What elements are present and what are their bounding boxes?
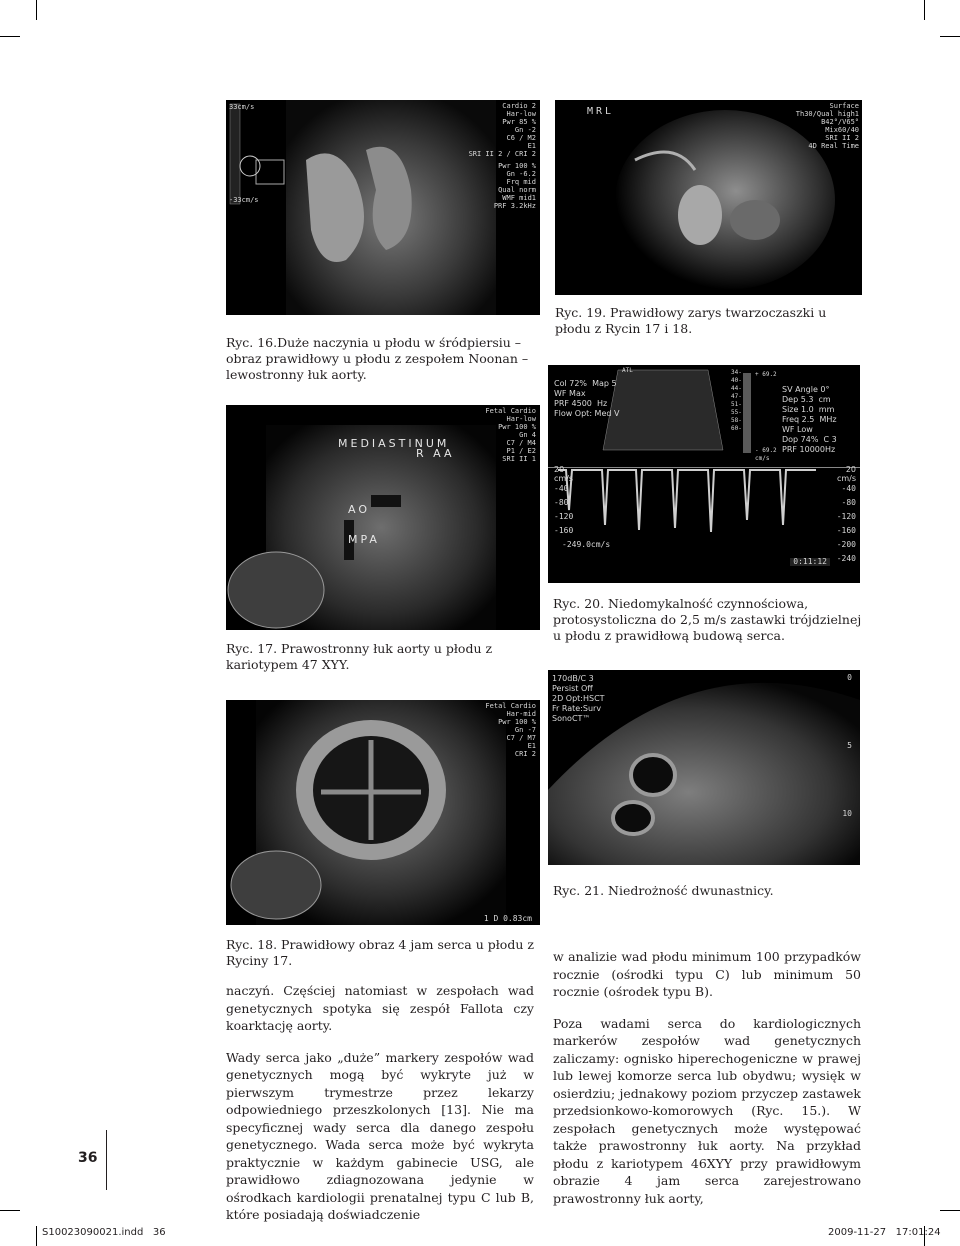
- ultrasound-image-ryc19: [555, 100, 862, 295]
- settings-overlay: Cardio 2 Har-low Pwr 85 % Gn -2 C6 / M2 E1 SRI II 2 / CRI 2: [468, 102, 536, 158]
- atl-logo: ATL: [622, 367, 633, 374]
- scale-right-top: 20 cm/s: [836, 465, 856, 483]
- scale-right-tick: -80: [841, 498, 856, 507]
- page-number-rule: [106, 1130, 107, 1190]
- scale-right-tick: -240: [836, 554, 856, 563]
- ultrasound-image-ryc16: [226, 100, 540, 315]
- scale-left-tick: -160: [554, 526, 574, 535]
- depth-label-0: 0: [847, 673, 852, 682]
- figure-caption-ryc17: Ryc. 17. Prawostronny łuk aorty u płodu z kariotypem 47 XYY.: [226, 641, 493, 672]
- body-text-right-column: [553, 948, 861, 1207]
- settings-overlay: Surface Th30/Qual high1 B42°/V65° Mix60/40 SRI II 2 4D Real Time: [795, 102, 859, 150]
- color-settings-overlay: Col 72% Map 5 WF Max PRF 4500 Hz Flow Opt: Med V: [554, 379, 620, 418]
- doppler-settings-overlay: Pwr 100 % Gn -6.2 Frq mid Qual norm WMF mid1 PRF 3.2kHz: [493, 162, 536, 210]
- color-bar-min: - 69.2: [755, 447, 777, 454]
- scale-left-tick: -120: [554, 512, 574, 521]
- min-velocity-label: -249.0cm/s: [562, 540, 611, 549]
- paragraph: Wady serca jako „duże” markery zespołów wad genetycznych mogą być wykryte już w pierwszym trymestrze przez lekarzy odpowiedniego przeszkolonych [13]. Nie ma specyficznej wady serca dla danego zespołu genetycznego. Wada serca może być wykryta praktycznie w każdym gabinecie USG, ale prawidłowo zdiagnozowana jedynie w ośrodkach kardiologii prenatalnej typu C lub B, które posiadają doświadczenie: [226, 1049, 534, 1222]
- aorta-label: AO: [348, 503, 370, 516]
- crop-mark: [940, 1210, 960, 1211]
- doppler-image-ryc20: [548, 365, 860, 583]
- depth-ticks: 34- 40- 44- 47- 51- 55- 58- 60-: [731, 369, 742, 432]
- figure-caption-ryc20: Ryc. 20. Niedomykalność czynnościowa, protosystoliczna do 2,5 m/s zastawki trójdzielnej u płodu z prawidłową budową serca.: [553, 596, 862, 643]
- depth-label-5: 5: [847, 741, 852, 750]
- body-text-left-column: [226, 982, 534, 1224]
- crop-mark: [0, 1210, 20, 1211]
- ultrasound-image-ryc17: [226, 405, 540, 630]
- ultrasound-image-ryc21: [548, 670, 860, 865]
- measurement-label: 1 D 0.83cm: [483, 914, 532, 923]
- right-aortic-arch-label: R AA: [416, 447, 455, 460]
- footer-file-name: S10023090021.indd 36: [42, 1227, 166, 1238]
- crop-mark: [36, 1226, 37, 1246]
- spectral-settings-overlay: SV Angle 0° Dep 5.3 cm Size 1.0 mm Freq 2.5 MHz WF Low Dop 74% C 3 PRF 10000Hz: [782, 385, 837, 454]
- scale-right-tick: -160: [836, 526, 856, 535]
- scale-right-tick: -200: [836, 540, 856, 549]
- paragraph: Poza wadami serca do kardiologicznych markerów zespołów wad genetycznych zaliczamy: ognisko hiperechogeniczne w prawej lub lewej komorze serca lub obydwu; wysięk w osierdziu; jednakowy poziom przyczep zastawek przedsionkowo-komorowych (Ryc. 15.). W zespołach genetycznych może występować także prawostronny łuk aorty. Na przykład płodu z kariotypem 46XYY przy prawidłowym obrazie 4 jam serca zarejestrowano prawostronny łuk aorty,: [553, 1015, 861, 1206]
- render-mode-label: MRL: [587, 106, 615, 117]
- color-bar-unit: cm/s: [755, 455, 770, 462]
- footer-timestamp: 2009-11-27 17:01:24: [828, 1227, 941, 1238]
- scale-right-tick: -120: [836, 512, 856, 521]
- mediastinum-label: MEDIASTINUM: [338, 437, 450, 450]
- crop-mark: [940, 36, 960, 37]
- depth-label-10: 10: [842, 809, 852, 818]
- settings-overlay: 170dB/C 3 Persist Off 2D Opt:HSCT Fr Rate:Surv SonoCT™: [552, 674, 605, 723]
- velocity-max-label: 33cm/s: [229, 103, 255, 111]
- scale-left-top: 20 cm/s: [554, 465, 574, 483]
- figure-caption-ryc21: Ryc. 21. Niedrożność dwunastnicy.: [553, 883, 774, 898]
- crop-mark: [0, 36, 20, 37]
- scale-left-tick: -80: [554, 498, 569, 507]
- color-bar-max: + 69.2: [755, 371, 777, 378]
- page-number: 36: [78, 1150, 98, 1166]
- crop-mark: [36, 0, 37, 20]
- crop-mark: [924, 0, 925, 20]
- ultrasound-image-ryc18: [226, 700, 540, 925]
- velocity-min-label: -33cm/s: [229, 196, 259, 204]
- paragraph: naczyń. Częściej natomiast w zespołach wad genetycznych spotyka się zespół Fallota czy koarktację aorty.: [226, 983, 534, 1033]
- scale-right-tick: -40: [841, 484, 856, 493]
- scale-left-tick: -40: [554, 484, 569, 493]
- paragraph: w analizie wad płodu minimum 100 przypadków rocznie (ośrodki typu C) lub minimum 50 rocznie (ośrodek typu B).: [553, 949, 861, 999]
- figure-caption-ryc18: Ryc. 18. Prawidłowy obraz 4 jam serca u płodu z Ryciny 17.: [226, 937, 534, 968]
- settings-overlay: Fetal Cardio Har-low Pwr 100 % Gn 4 C7 / M4 P1 / E2 SRI II 1: [485, 407, 536, 463]
- settings-overlay: Fetal Cardio Har-mid Pwr 100 % Gn -7 C7 / M7 E1 CRI 2: [485, 702, 536, 758]
- figure-caption-ryc19: Ryc. 19. Prawidłowy zarys twarzoczaszki u płodu z Rycin 17 i 18.: [555, 305, 827, 336]
- main-pulmonary-artery-label: MPA: [348, 533, 380, 546]
- figure-caption-ryc16: Ryc. 16.Duże naczynia u płodu w śródpiersiu – obraz prawidłowy u płodu z zespołem Noonan – lewostronny łuk aorty.: [226, 335, 529, 382]
- elapsed-time-label: 0:11:12: [790, 558, 830, 566]
